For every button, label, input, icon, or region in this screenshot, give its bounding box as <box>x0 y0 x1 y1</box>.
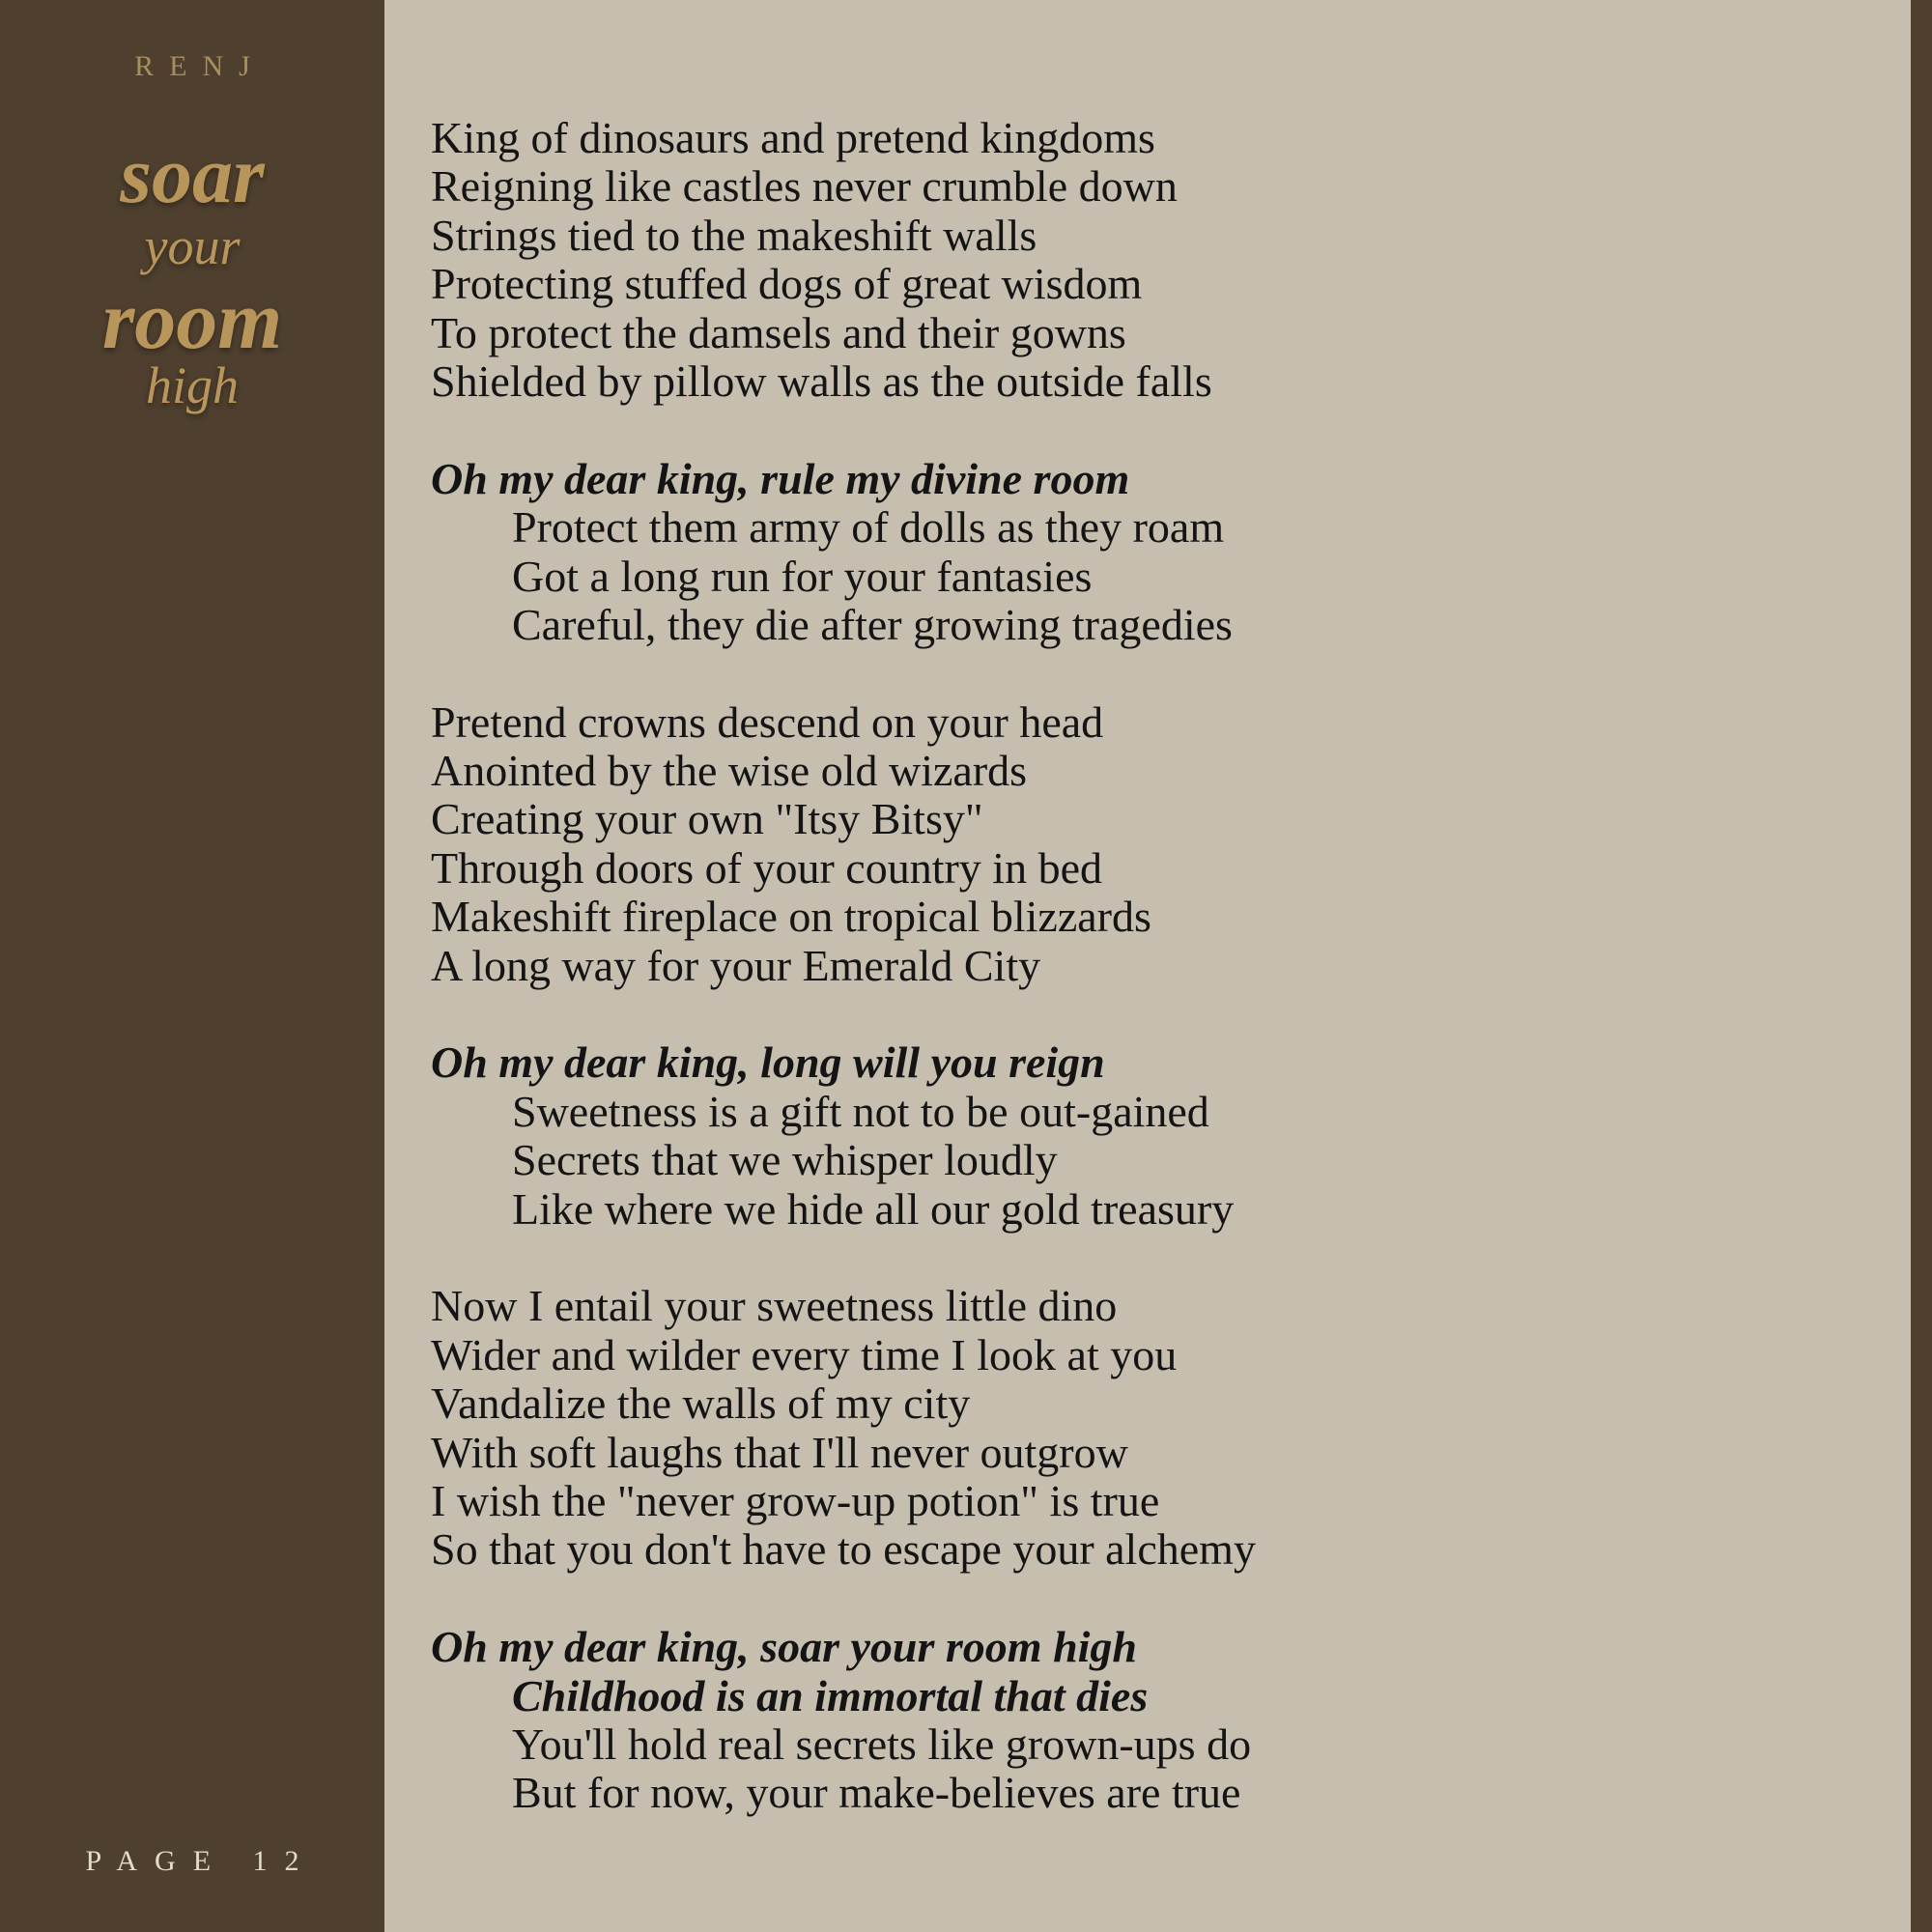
poem-line: Careful, they die after growing tragedies <box>512 599 1233 649</box>
poem-line: Shielded by pillow walls as the outside falls <box>431 355 1212 406</box>
poem-line: I wish the "never grow-up potion" is true <box>431 1475 1160 1525</box>
title-word-high: high <box>145 356 239 414</box>
poem-line: So that you don't have to escape your alchemy <box>431 1524 1256 1575</box>
chorus-line: Oh my dear king, long will you reign <box>431 1037 1105 1088</box>
sidebar <box>0 0 384 1932</box>
stanza-gap <box>431 990 1880 1038</box>
author-name: RENJ <box>134 50 266 82</box>
poem-line: A long way for your Emerald City <box>431 940 1041 990</box>
poem-line: Pretend crowns descend on your head <box>431 696 1104 747</box>
poem-line: Wider and wilder every time I look at you <box>431 1329 1178 1379</box>
poem-line: Anointed by the wise old wizards <box>431 746 1028 796</box>
poem-line: With soft laughs that I'll never outgrow <box>431 1427 1128 1477</box>
poem-line: Got a long run for your fantasies <box>512 551 1093 601</box>
poem-line: Through doors of your country in bed <box>431 842 1102 893</box>
poem-line: Protecting stuffed dogs of great wisdom <box>431 259 1143 309</box>
right-edge-bar <box>1911 0 1932 1932</box>
stanza-gap <box>431 649 1880 697</box>
poem-line: Creating your own "Itsy Bitsy" <box>431 794 983 844</box>
poem-line: Now I entail your sweetness little dino <box>431 1281 1118 1331</box>
title-word-soar: soar <box>120 130 265 220</box>
poem-line: To protect the damsels and their gowns <box>431 307 1126 357</box>
poem-line: Protect them army of dolls as they roam <box>512 502 1225 553</box>
poem-line: Vandalize the walls of my city <box>431 1378 971 1429</box>
poem-line: Reigning like castles never crumble down <box>431 161 1178 212</box>
title-word-room: room <box>101 273 283 366</box>
stanza-gap <box>431 1234 1880 1282</box>
chorus-line: Childhood is an immortal that dies <box>512 1670 1149 1720</box>
poem-line: But for now, your make-believes are true <box>512 1768 1241 1818</box>
chorus-line: Oh my dear king, soar your room high <box>431 1622 1138 1672</box>
stanza-gap <box>431 406 1880 454</box>
poem-line: Like where we hide all our gold treasury <box>512 1183 1235 1234</box>
poem-line: King of dinosaurs and pretend kingdoms <box>431 113 1155 162</box>
poem-line: Sweetness is a gift not to be out-gained <box>512 1086 1209 1136</box>
stanza-gap <box>431 1575 1880 1623</box>
poem-line: You'll hold real secrets like grown-ups do <box>512 1719 1252 1769</box>
title-word-your: your <box>144 217 241 275</box>
poem-body <box>431 114 1880 1818</box>
poem-line: Strings tied to the makeshift walls <box>431 210 1037 260</box>
page-number: PAGE 12 <box>85 1845 317 1877</box>
poem-line: Secrets that we whisper loudly <box>512 1135 1058 1185</box>
chorus-line: Oh my dear king, rule my divine room <box>431 453 1130 503</box>
poem-line: Makeshift fireplace on tropical blizzards <box>431 892 1151 942</box>
